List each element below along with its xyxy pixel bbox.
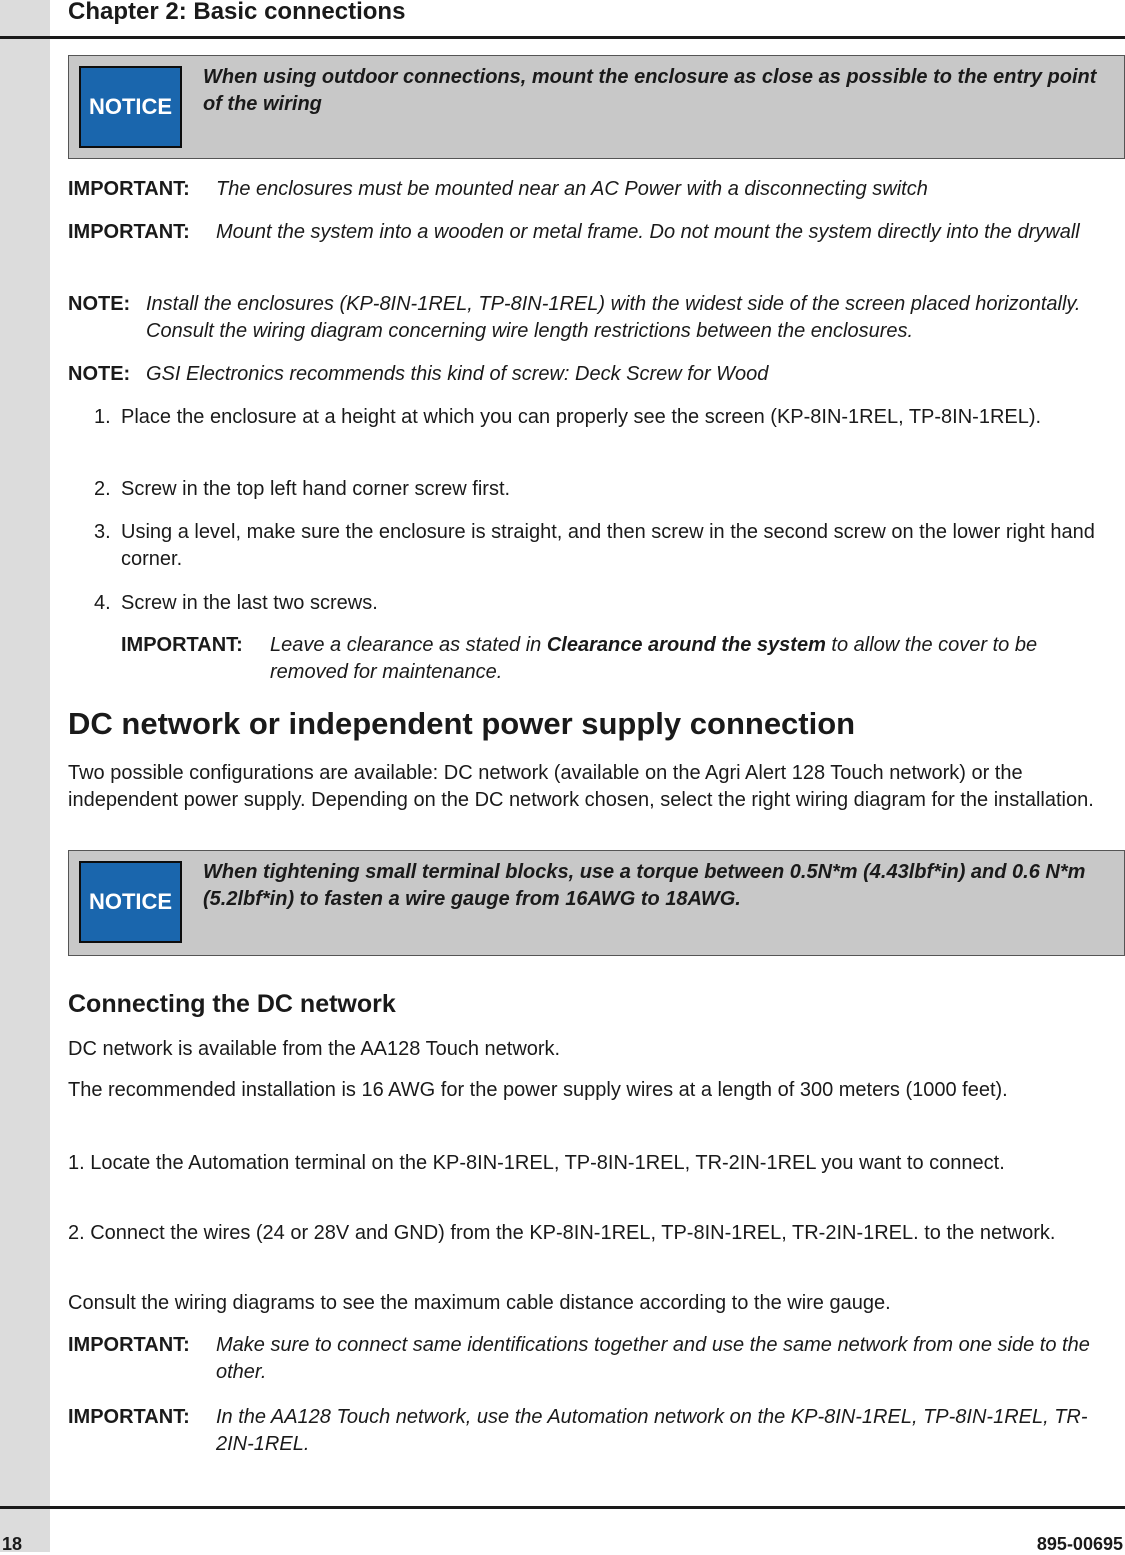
footer-divider xyxy=(0,1506,1125,1509)
note-label: IMPORTANT: xyxy=(68,1334,190,1356)
step-number: 1. xyxy=(94,406,111,428)
step-note-text-before: Leave a clearance as stated in xyxy=(270,634,547,656)
chapter-title: Chapter 2: Basic connections xyxy=(68,0,406,25)
note-label: IMPORTANT: xyxy=(68,1406,190,1428)
document-number: 895-00695 xyxy=(1036,1534,1123,1554)
step-text: Place the enclosure at a height at which you can properly see the screen (KP-8IN-1REL, TP-8IN-1REL). xyxy=(121,406,1042,428)
page-number: 18 xyxy=(2,1534,23,1554)
notice-badge: NOTICE xyxy=(79,861,182,943)
notice-text: When using outdoor connections, mount the enclosure as close as possible to the entry point of the wiring xyxy=(203,66,1097,115)
subsection-heading: Connecting the DC network xyxy=(68,990,396,1018)
notice-badge: NOTICE xyxy=(79,66,182,148)
note-label: NOTE: xyxy=(68,293,131,315)
section-heading: DC network or independent power supply connection xyxy=(68,706,856,741)
step-number: 4. xyxy=(94,592,111,614)
note-text: Make sure to connect same identifications together and use the same network from one side to the other. xyxy=(216,1334,1090,1383)
page-margin-bar xyxy=(0,0,50,1552)
paragraph: The recommended installation is 16 AWG for the power supply wires at a length of 300 meters (1000 feet). xyxy=(68,1079,1008,1101)
paragraph: 2. Connect the wires (24 or 28V and GND) from the KP-8IN-1REL, TP-8IN-1REL, TR-2IN-1REL. to the network. xyxy=(68,1222,1056,1244)
step-note-label: IMPORTANT: xyxy=(121,634,243,656)
notice-box-torque xyxy=(68,850,1125,956)
step-number: 3. xyxy=(94,521,111,543)
note-text: The enclosures must be mounted near an AC Power with a disconnecting switch xyxy=(216,178,928,200)
step-text: Screw in the last two screws. xyxy=(121,592,378,614)
step-number: 2. xyxy=(94,478,111,500)
note-text: Install the enclosures (KP-8IN-1REL, TP-8IN-1REL) with the widest side of the screen placed horizontally. Consult the wiring diagram concerning wire length restrictions between the enclosures. xyxy=(146,293,1081,342)
paragraph: 1. Locate the Automation terminal on the KP-8IN-1REL, TP-8IN-1REL, TR-2IN-1REL you want to connect. xyxy=(68,1152,1005,1174)
step-text: Screw in the top left hand corner screw first. xyxy=(121,478,511,500)
section-intro: Two possible configurations are available: DC network (available on the Agri Alert 128 Touch network) or the independent power supply. Depending on the DC network chosen, select the right wiring diagram for the installation. xyxy=(68,762,1094,811)
step-text: Using a level, make sure the enclosure is straight, and then screw in the second screw on the lower right hand corner. xyxy=(121,521,1095,570)
note-text: Mount the system into a wooden or metal frame. Do not mount the system directly into the drywall xyxy=(216,221,1080,243)
note-text: In the AA128 Touch network, use the Automation network on the KP-8IN-1REL, TP-8IN-1REL, TR-2IN-1REL. xyxy=(216,1406,1088,1455)
step-note-text xyxy=(270,632,1110,686)
note-text: GSI Electronics recommends this kind of screw: Deck Screw for Wood xyxy=(146,363,769,385)
note-label: IMPORTANT: xyxy=(68,221,190,243)
notice-text: When tightening small terminal blocks, use a torque between 0.5N*m (4.43lbf*in) and 0.6 N*m (5.2lbf*in) to fasten a wire gauge from 16AWG to 18AWG. xyxy=(203,861,1086,910)
note-label: IMPORTANT: xyxy=(68,178,190,200)
header-divider xyxy=(0,36,1125,39)
note-label: NOTE: xyxy=(68,363,131,385)
clearance-link[interactable]: Clearance around the system xyxy=(546,634,826,656)
paragraph: DC network is available from the AA128 Touch network. xyxy=(68,1038,561,1060)
notice-box-outdoor xyxy=(68,55,1125,159)
paragraph: Consult the wiring diagrams to see the maximum cable distance according to the wire gauge. xyxy=(68,1292,891,1314)
step-note-text-after: to allow the cover to be removed for maintenance. xyxy=(270,634,1038,683)
